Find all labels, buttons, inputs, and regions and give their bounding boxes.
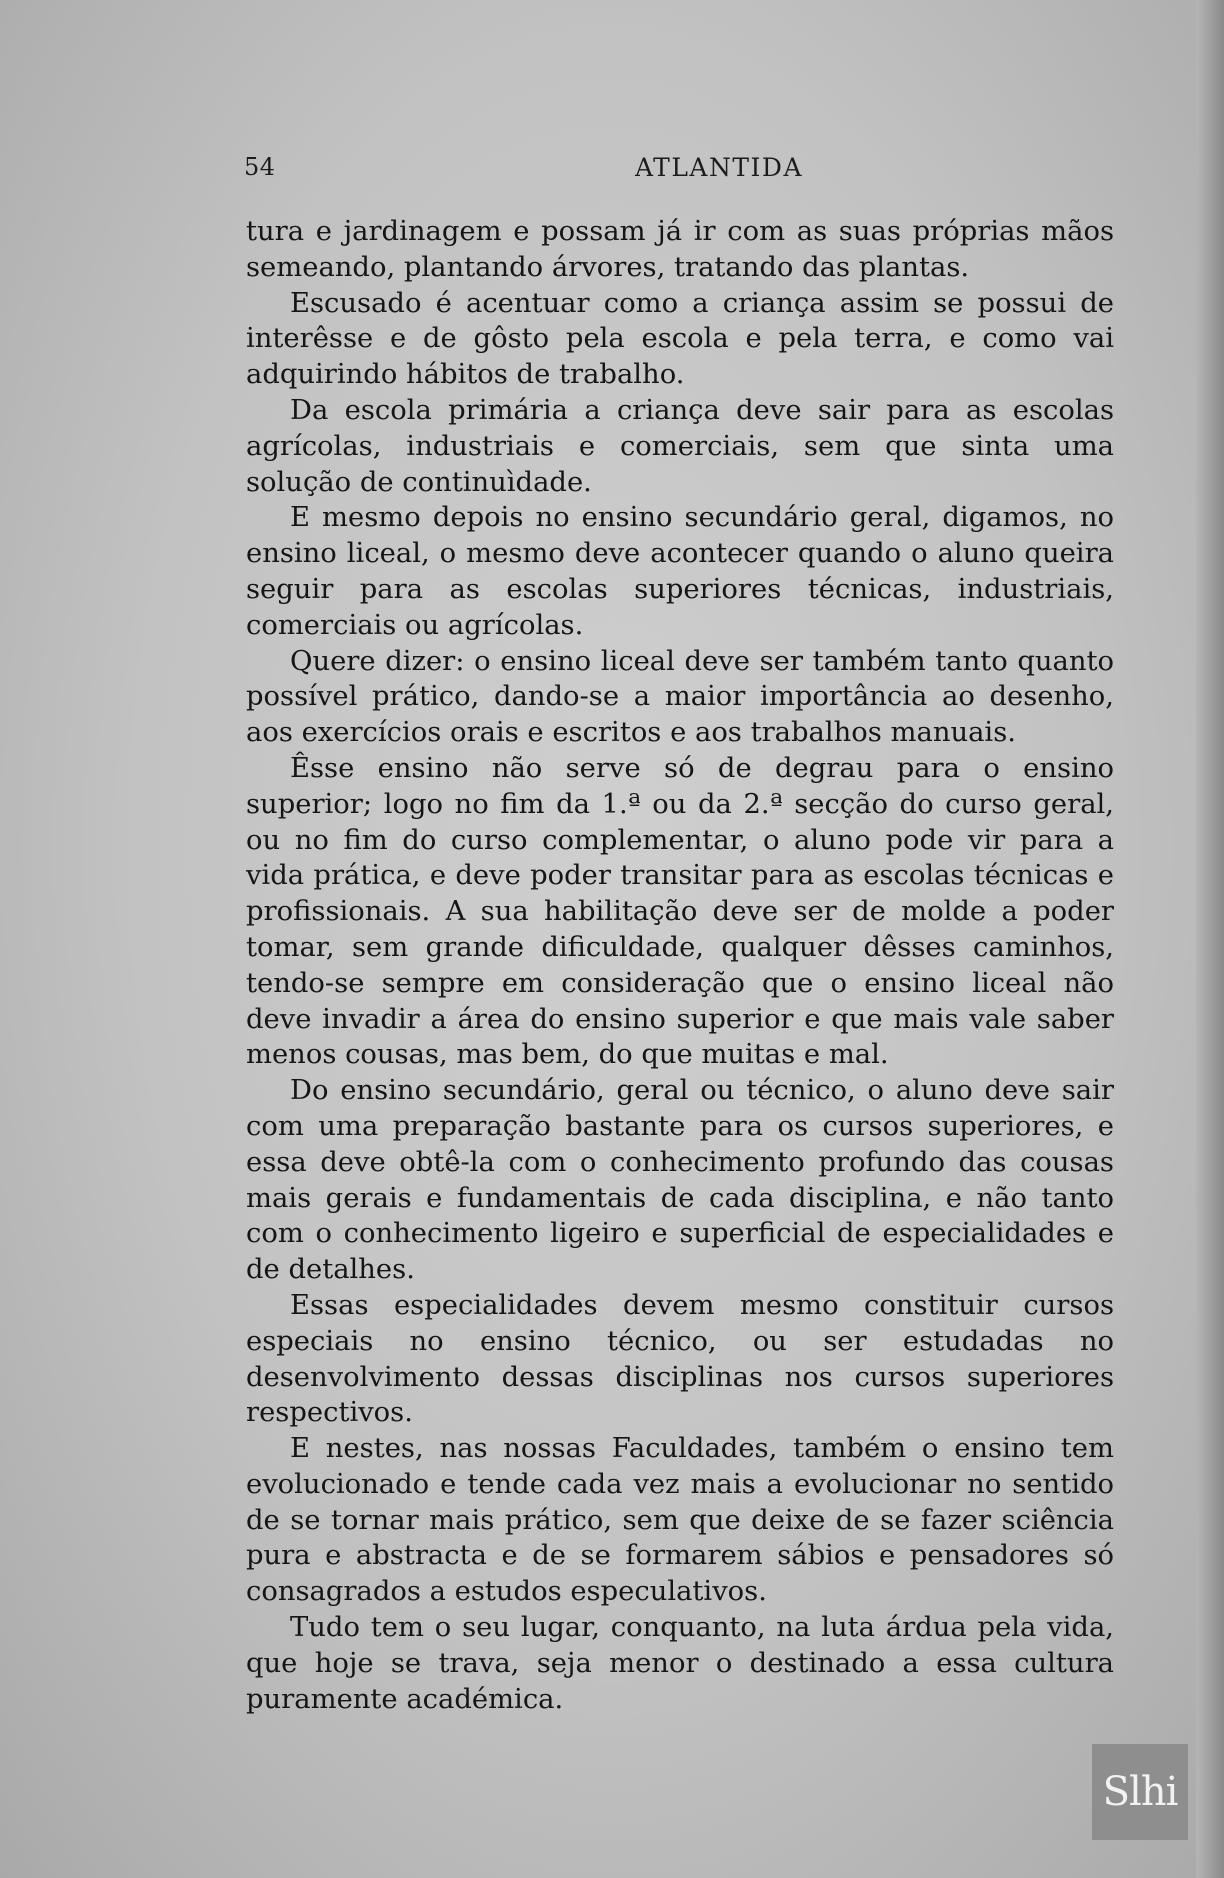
paragraph: E nestes, nas nossas Faculdades, também o ensino tem evolucionado e tende cada vez mais a evolucionar no sentido de se tornar mais prático, sem que deixe de se fazer sciência pura e abstracta e de se formarem sábios e pensadores só consagrados a estudos especulativos. — [246, 1433, 1114, 1608]
library-logo — [1092, 1744, 1188, 1840]
paragraph: Essas especialidades devem mesmo constituir cursos especiais no ensino técnico, ou ser estudadas no desenvolvimento dessas disciplinas nos cursos superiores respectivos. — [246, 1289, 1114, 1429]
paragraph: E mesmo depois no ensino secundário geral, digamos, no ensino liceal, o mesmo deve acontecer quando o aluno queira seguir para as escolas superiores técnicas, industriais, comerciais ou agrícolas. — [246, 502, 1114, 641]
paragraph: Quere dizer: o ensino liceal deve ser também tanto quanto possível prático, dando-se a maior importância ao desenho, aos exercícios orais e escritos e aos trabalhos manuais. — [246, 645, 1114, 749]
paragraph: Êsse ensino não serve só de degrau para o ensino superior; logo no fim da 1.ª ou da 2.ª secção do curso geral, ou no fim do curso complementar, o aluno pode vir para a vida prática, e deve poder transitar para as escolas técnicas e profissionais. A sua habilitação deve ser de molde a poder tomar, sem grande dificuldade, qualquer dêsses caminhos, tendo-se sempre em consideração que o ensino liceal não deve invadir a área do ensino superior e que mais vale saber menos cousas, mas bem, do que muitas e mal. — [246, 752, 1114, 1071]
page-edge — [1196, 0, 1224, 1878]
logo-text: Slhi — [1102, 1769, 1178, 1815]
paragraph: tura e jardinagem e possam já ir com as suas próprias mãos semeando, plantando árvores, tratando das plantas. — [246, 216, 1114, 283]
paragraph: Tudo tem o seu lugar, conquanto, na luta árdua pela vida, que hoje se trava, seja menor o destinado a essa cultura puramente académica. — [246, 1612, 1114, 1715]
paragraph: Do ensino secundário, geral ou técnico, o aluno deve sair com uma preparação bastante para os cursos superiores, e essa deve obtê-la com o conhecimento profundo das cousas mais gerais e fundamentais de cada disciplina, e não tanto com o conhecimento ligeiro e superficial de especialidades e de detalhes. — [246, 1075, 1114, 1286]
paragraph: Da escola primária a criança deve sair para as escolas agrícolas, industriais e comerciais, sem que sinta uma solução de continuìdade. — [246, 394, 1114, 498]
body-text — [246, 214, 1114, 1717]
page-header — [244, 153, 1114, 189]
running-title: ATLANTIDA — [634, 153, 804, 182]
page-number: 54 — [244, 153, 276, 181]
paragraph: Escusado é acentuar como a criança assim se possui de interêsse e de gôsto pela escola e pela terra, e como vai adquirindo hábitos de trabalho. — [246, 287, 1114, 391]
